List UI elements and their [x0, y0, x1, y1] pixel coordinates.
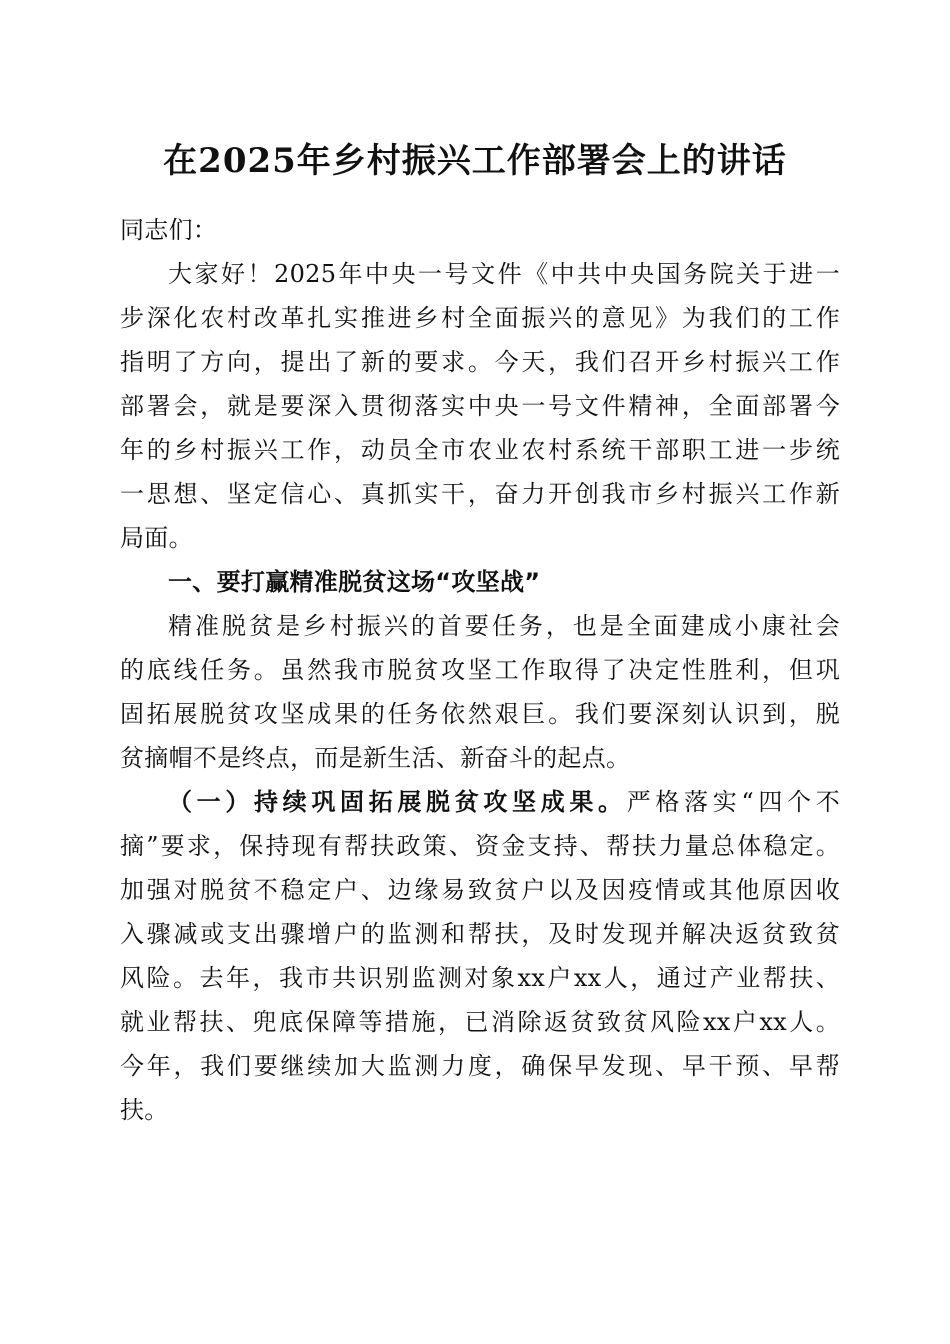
- intro-line: 年的乡村振兴工作，动员全市农业农村系统干部职工进一步统: [120, 436, 840, 464]
- subsection-text: 严格落实“四个不: [626, 788, 840, 816]
- page-title: 在2025年乡村振兴工作部署会上的讲话: [163, 141, 787, 181]
- document-body: [120, 208, 840, 1132]
- intro-line: 大家好！2025年中央一号文件《中共中央国务院关于进一: [168, 260, 840, 288]
- subsection-line: 扶。: [120, 1096, 169, 1124]
- intro-line: 局面。: [120, 524, 193, 552]
- section-line: 精准脱贫是乡村振兴的首要任务，也是全面建成小康社会: [168, 612, 840, 640]
- subsection-first-line: [120, 780, 840, 824]
- subsection-line: 就业帮扶、兜底保障等措施，已消除返贫致贫风险xx户xx人。: [120, 1008, 840, 1036]
- salutation: 同志们：: [120, 216, 218, 244]
- section-heading: 一、要打赢精准脱贫这场“攻坚战”: [168, 568, 541, 596]
- intro-line: 一思想、坚定信心、真抓实干，奋力开创我市乡村振兴工作新: [120, 480, 840, 508]
- subsection-line: 风险。去年，我市共识别监测对象xx户xx人，通过产业帮扶、: [120, 964, 840, 992]
- subsection-line: 摘”要求，保持现有帮扶政策、资金支持、帮扶力量总体稳定。: [120, 832, 840, 860]
- intro-line: 指明了方向，提出了新的要求。今天，我们召开乡村振兴工作: [120, 348, 840, 376]
- section-line: 贫摘帽不是终点，而是新生活、新奋斗的起点。: [120, 744, 631, 772]
- subsection-line: 加强对脱贫不稳定户、边缘易致贫户以及因疫情或其他原因收: [120, 876, 840, 904]
- subsection-heading: （一）持续巩固拓展脱贫攻坚成果。: [168, 788, 627, 816]
- subsection-line: 入骤减或支出骤增户的监测和帮扶，及时发现并解决返贫致贫: [120, 920, 840, 948]
- section-line: 固拓展脱贫攻坚成果的任务依然艰巨。我们要深刻认识到，脱: [120, 700, 840, 728]
- subsection-line: 今年，我们要继续加大监测力度，确保早发现、早干预、早帮: [120, 1052, 840, 1080]
- section-line: 的底线任务。虽然我市脱贫攻坚工作取得了决定性胜利，但巩: [120, 656, 840, 684]
- intro-line: 步深化农村改革扎实推进乡村全面振兴的意见》为我们的工作: [120, 304, 840, 332]
- intro-line: 部署会，就是要深入贯彻落实中央一号文件精神，全面部署今: [120, 392, 840, 420]
